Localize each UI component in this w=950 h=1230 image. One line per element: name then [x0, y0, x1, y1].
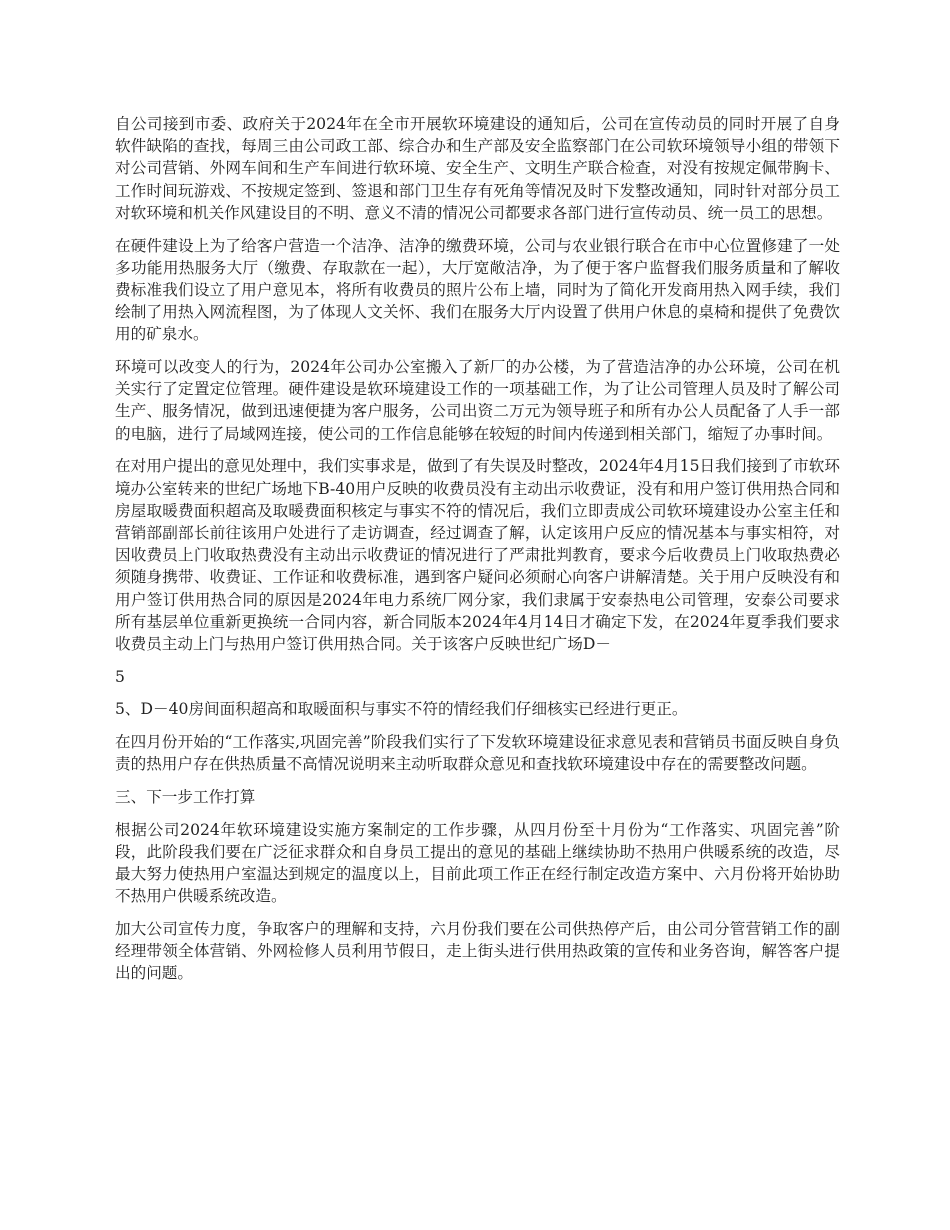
paragraph-room-area-correction: 5、D－40房间面积超高和取暖面积与事实不符的情经我们仔细核实已经进行更正。: [115, 700, 688, 719]
paragraph-april-feedback: 在四月份开始的“工作落实,巩固完善”阶段我们实行了下发软环境建设征求意见表和营销员书面反映自身负责的热用户存在供热质量不高情况说明来主动听取群众意见和查找软环境建设中存在的需要整改问题。: [115, 733, 840, 774]
paragraph-implementation-plan: 根据公司2024年软环境建设实施方案制定的工作步骤，从四月份至十月份为“工作落实、巩固完善”阶段，此阶段我们要在广泛征求群众和自身员工提出的意见的基础上继续协助不热用户供暖系统的改造，尽最大努力使热用户室温达到规定的温度以上，目前此项工作正在经行制定改造方案中、六月份将开始协助不热用户供暖系统改造。: [115, 820, 840, 906]
paragraph-user-complaint-handling: 在对用户提出的意见处理中，我们实事求是，做到了有失误及时整改，2024年4月15日我们接到了市软环境办公室转来的世纪广场地下B-40用户反映的收费员没有主动出示收费证，没有和用户签订供用热合同和房屋取暖费面积超高及取暖费面积核定与事实不符的情况后，我们立即责成公司软环境建设办公室主任和营销部副部长前往该用户处进行了走访调查，经过调查了解，认定该用户反应的情况基本与事实相符，对因收费员上门收取热费没有主动出示收费证的情况进行了严肃批判教育，要求今后收费员上门收取热费必须随身携带、收费证、工作证和收费标准，遇到客户疑问必须耐心向客户讲解清楚。关于用户反映没有和用户签订供用热合同的原因是2024年电力系统厂网分家，我们隶属于安泰热电公司管理，安泰公司要求所有基层单位重新更换统一合同内容，新合同版本2024年4月14日才确定下发，在2024年夏季我们要求收费员主动上门与热用户签订供用热合同。关于该客户反映世纪广场D－: [115, 457, 840, 653]
document-page: [115, 113, 840, 995]
paragraph-publicity-campaign: 加大公司宣传力度，争取客户的理解和支持，六月份我们要在公司供热停产后，由公司分管营销工作的副经理带领全体营销、外网检修人员利用节假日，走上街头进行供用热政策的宣传和业务咨询，解答客户提出的问题。: [115, 920, 840, 983]
paragraph-office-environment: 环境可以改变人的行为，2024年公司办公室搬入了新厂的办公楼，为了营造洁净的办公环境，公司在机关实行了定置定位管理。硬件建设是软环境建设工作的一项基础工作，为了让公司管理人员及时了解公司生产、服务情况，做到迅速便捷为客户服务，公司出资二万元为领导班子和所有办公人员配备了人手一部的电脑，进行了局域网连接，使公司的工作信息能够在较短的时间内传递到相关部门，缩短了办事时间。: [115, 358, 840, 443]
paragraph-hardware-service-hall: 在硬件建设上为了给客户营造一个洁净、洁净的缴费环境，公司与农业银行联合在市中心位置修建了一处多功能用热服务大厅（缴费、存取款在一起），大厅宽敞洁净，为了便于客户监督我们服务质量和了解收费标准我们设立了用户意见本，将所有收费员的照片公布上墙，同时为了简化开发商用热入网手续，我们绘制了用热入网流程图，为了体现人文关怀、我们在服务大厅内设置了供用户休息的桌椅和提供了免费饮用的矿泉水。: [115, 236, 840, 344]
paragraph-software-defect-inspection: 自公司接到市委、政府关于2024年在全市开展软环境建设的通知后，公司在宣传动员的同时开展了自身软件缺陷的查找，每周三由公司政工部、综合办和生产部及安全监察部门在公司软环境领导小组的带领下对公司营销、外网车间和生产车间进行软环境、安全生产、文明生产联合检查，对没有按规定佩带胸卡、工作时间玩游戏、不按规定签到、签退和部门卫生存有死角等情况及时下发整改通知，同时针对部分员工对软环境和机关作风建设目的不明、意义不清的情况公司都要求各部门进行宣传动员、统一员工的思想。: [115, 115, 840, 222]
section-heading-next-steps: 三、下一步工作打算: [115, 787, 256, 806]
page-number: 5: [115, 667, 125, 686]
